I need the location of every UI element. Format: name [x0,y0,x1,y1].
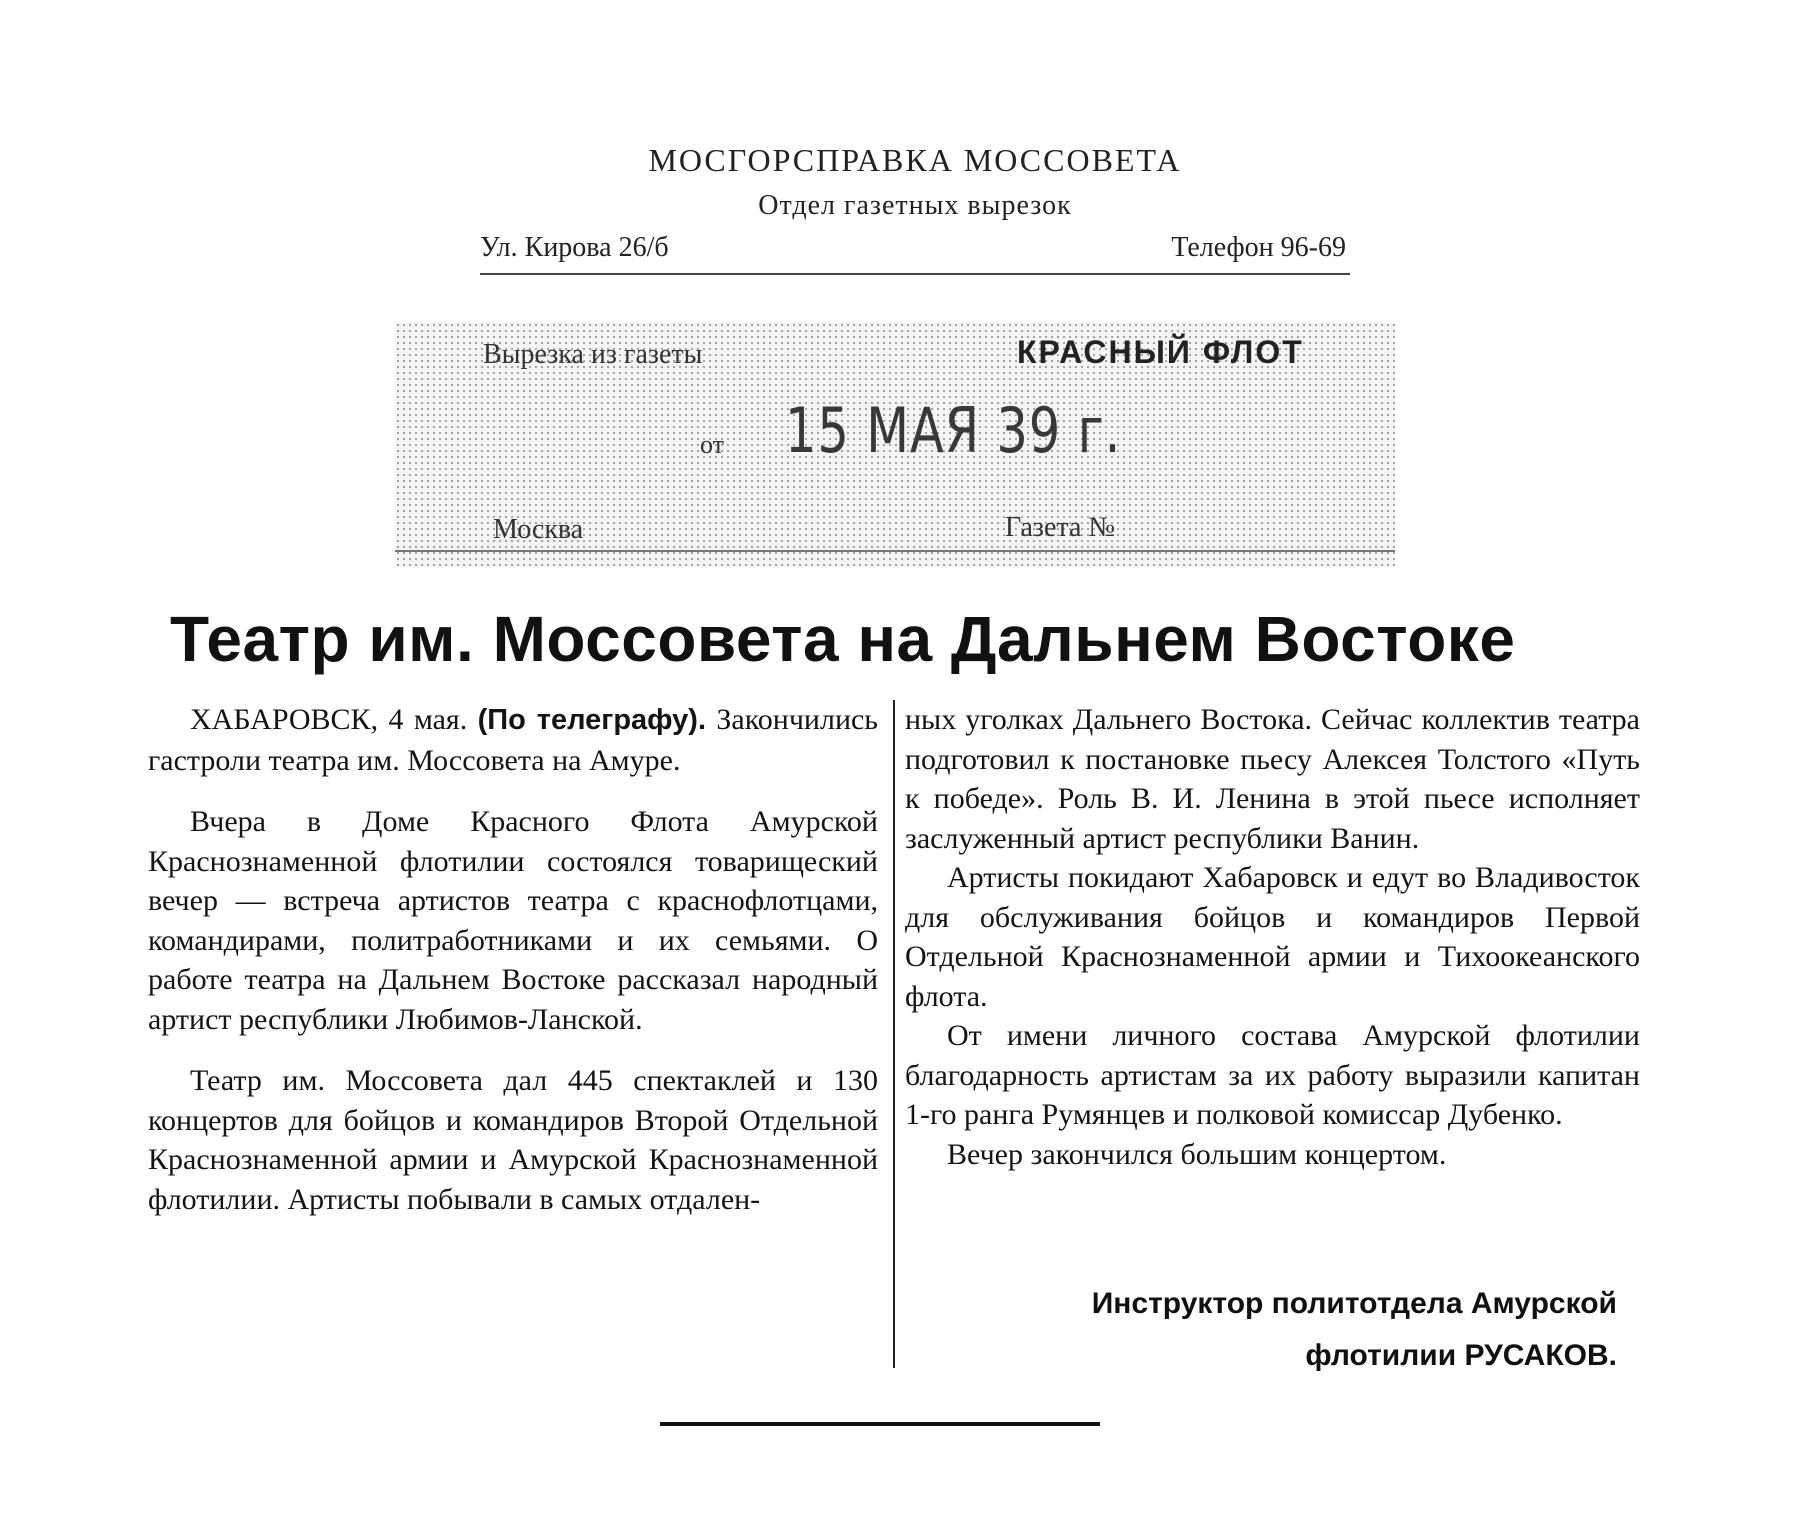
issue-number-label: Газета № [1005,512,1116,543]
clipping-slip-header [470,130,1360,280]
column-divider [893,700,895,1368]
header-divider [480,273,1350,275]
clipping-form [395,322,1395,567]
signature-name: флотилии РУСАКОВ. [1305,1339,1617,1372]
article-paragraph-lead [148,700,878,780]
agency-phone: Телефон 96-69 [1171,232,1346,263]
city-label: Москва [493,514,584,545]
agency-address: Ул. Кирова 26/б [480,232,669,263]
article-signature [1092,1278,1617,1382]
clipping-label: Вырезка из газеты [483,339,703,370]
date-label: от [700,430,725,459]
paragraph-3-continued: ных уголках Дальнего Востока. Сейчас коллектив театра подготовил к постановке пьесу Алексея Толстого «Путь к победе». Роль В. И. Ленина в этой пьесе исполняет заслуженный артист республики Ванин. [905,703,1640,855]
agency-name: МОСГОРСПРАВКА МОССОВЕТА [648,142,1182,178]
paragraph-5: От имени личного состава Амурской флотилии благодарность артистам за их работу выразили капитан 1-го ранга Румянцев и полковой комиссар Дубенко. [905,1019,1640,1131]
wire-note: (По телеграфу). [477,704,706,736]
paragraph-2: Вчера в Доме Красного Флота Амурской Краснознаменной флотилии состоялся товарищеский вечер — встреча артистов театра с краснофлотцами, командирами, политработниками и их семьями. О работе театра на Дальнем Востоке рассказал народный артист республики Любимов-Ланской. [148,805,878,1036]
dateline: ХАБАРОВСК, 4 мая. [190,703,468,736]
signature-title: Инструктор политотдела Амурской [1091,1287,1617,1320]
form-divider [395,550,1395,552]
paragraph-1: Закончились гастроли театра им. Моссовета на Амуре. [148,703,878,777]
newspaper-name: КРАСНЫЙ ФЛОТ [1017,334,1304,370]
paragraph-6: Вечер закончился большим концертом. [947,1137,1447,1171]
paragraph-4: Артисты покидают Хабаровск и едут во Владивосток для обслуживания бойцов и командиров Первой Отдельной Краснознаменной армии и Тихоокеанского флота. [905,861,1640,1013]
date-stamp: 15 МАЯ 39 г. [785,394,1122,467]
department-name: Отдел газетных вырезок [758,190,1072,221]
article-headline: Театр им. Моссовета на Дальнем Востоке [170,603,1516,675]
article-column-left [148,700,878,1241]
paragraph-3: Театр им. Моссовета дал 445 спектаклей и 130 концертов для бойцов и командиров Второй Отдельной Краснознаменной армии и Амурской Краснознаменной флотилии. Артисты побывали в самых отдален- [148,1064,878,1216]
article-column-right [905,700,1640,1174]
article-end-rule [660,1422,1100,1426]
